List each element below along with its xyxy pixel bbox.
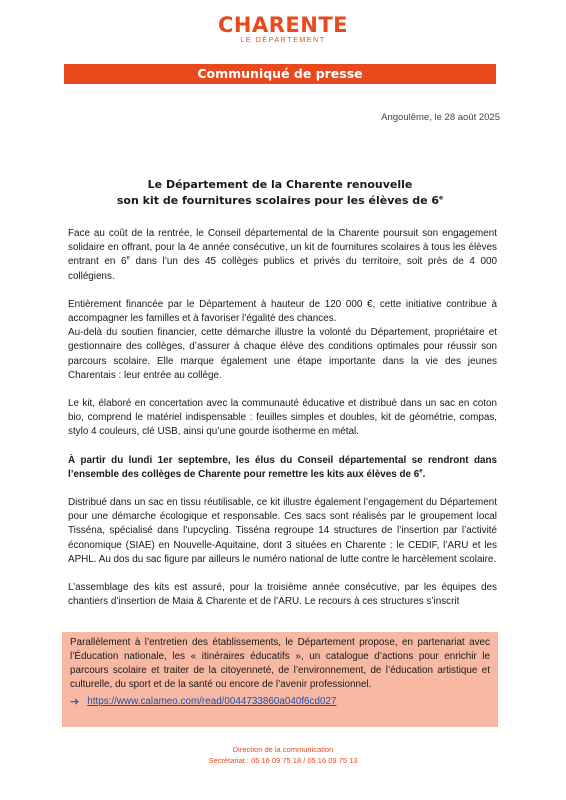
paragraph-distribution-part-b: . <box>422 468 426 480</box>
press-release-banner: Communiqué de presse <box>64 64 496 84</box>
paragraph-distribution-part-a: À partir du lundi 1er septembre, les élus du Conseil départemental se rendront dans l’ensemble des collèges de Charente pour remettre les kits aux élèves de 6 <box>68 454 497 480</box>
paragraph-kit-contents: Le kit, élaboré en concertation avec la communauté éducative et distribué dans un sac en coton bio, comprend le matériel indispensable : feuilles simples et doubles, kit de géométrie, compas, stylo 4 couleurs, clé USB, ainsi qu’une gourde isotherme en métal. <box>68 398 497 438</box>
footer-phone: Secrétariat : 05 16 09 75 18 / 05 16 09 75 13 <box>208 756 358 765</box>
paragraph-intro <box>68 227 497 284</box>
paragraph-funding: Entièrement financée par le Département à hauteur de 120 000 €, cette initiative contribue à accompagner les familles et à favoriser l’égalité des chances. <box>68 298 497 325</box>
arrow-right-icon: ➔ <box>70 696 80 708</box>
document-title <box>64 177 496 209</box>
title-line-2-text: son kit de fournitures scolaires pour les élèves de 6 <box>116 194 440 207</box>
info-box-link-row <box>70 695 490 709</box>
paragraph-assembly: L’assemblage des kits est assuré, pour la troisième année consécutive, par les équipes des chantiers d’insertion de Maia & Charente et de l’ARU. Le recours à ces structures s’inscrit <box>68 582 497 608</box>
paragraph-distribution-sup: e <box>419 468 423 475</box>
title-line-1: Le Département de la Charente renouvelle <box>147 178 413 191</box>
info-box-text: Parallèlement à l’entretien des établissements, le Département propose, en partenariat avec l’Éducation nationale, les « itinéraires éducatifs », un catalogue d’actions pour enrichir le parcours scolaire et traiter de la citoyenneté, de l’environnement, de l’éducation artistique et culturelle, du sport et de la santé ou encore de l’avenir professionnel. <box>70 637 490 690</box>
footer-department: Direction de la communication <box>232 745 334 754</box>
paragraph-distribution <box>68 454 497 482</box>
paragraph-intro-part-b: dans l’un des 45 collèges publics et privés du territoire, soit près de 4 000 collégiens. <box>68 256 497 282</box>
charente-logo <box>0 14 566 44</box>
title-superscript: e <box>439 194 444 202</box>
title-line-2 <box>64 193 496 209</box>
release-date: Angoulême, le 28 août 2025 <box>381 112 500 123</box>
paragraph-intro-part-a: Face au coût de la rentrée, le Conseil départemental de la Charente poursuit son engagement solidaire en offrant, pour la 4e année consécutive, un kit de fournitures scolaires à tous les élèves entrant en 6 <box>68 228 497 268</box>
calameo-link[interactable]: https://www.calameo.com/read/0044733860a040f6cd027 <box>87 696 337 707</box>
info-box <box>62 632 498 727</box>
paragraph-support: Au-delà du soutien financier, cette démarche illustre la volonté du Département, propriétaire et gestionnaire des collèges, d’assurer à chaque élève des conditions optimales pour réussir son parcours scolaire. Elle marque également une étape importante dans la vie des jeunes Charentais : leur entrée au collège. <box>68 327 497 381</box>
paragraph-ecology: Distribué dans un sac en tissu réutilisable, ce kit illustre également l’engagement du Département pour une démarche écologique et responsable. Ces sacs sont réalisés par le groupement local Tisséna, spécialisé dans l’upcycling. Tisséna regroupe 14 structures de l’insertion par l’activité économique (SIAE) en Nouvelle-Aquitaine, dont 3 situées en Charente : le CEDIF, l’ARU et les APHL. Au dos du sac figure par ailleurs le numéro national de lutte contre le harcèlement scolaire. <box>68 497 497 565</box>
document-body <box>68 227 497 609</box>
footer-contact <box>0 744 566 766</box>
logo-subtitle: LE DÉPARTEMENT <box>240 37 326 44</box>
logo-name: CHARENTE <box>218 13 348 37</box>
paragraph-intro-sup: e <box>126 256 130 263</box>
